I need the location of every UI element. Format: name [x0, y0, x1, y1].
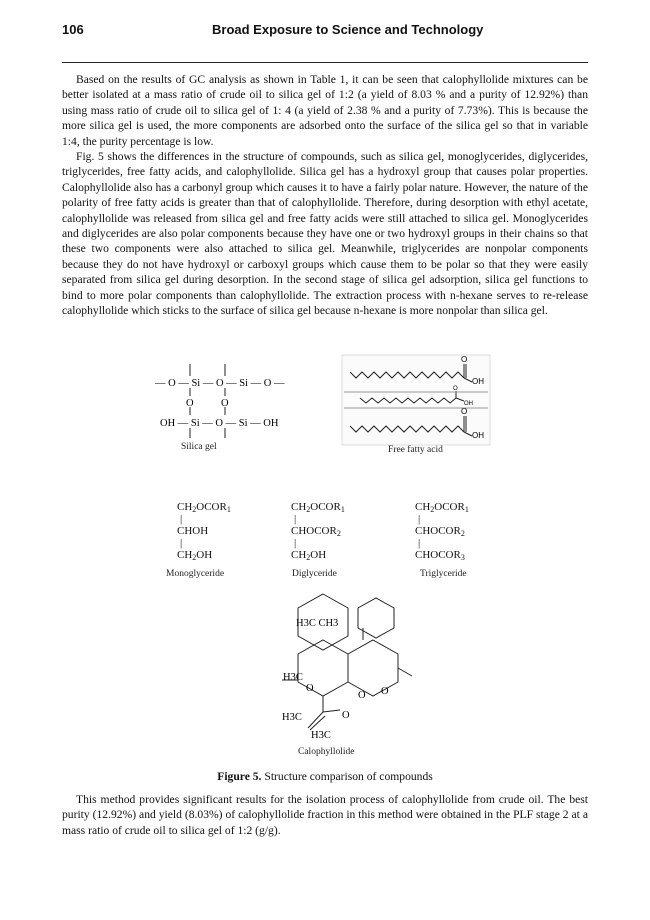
journal-title: Broad Exposure to Science and Technology: [212, 22, 484, 37]
caption-label: Figure 5.: [217, 770, 262, 783]
calo-o-ether: O: [306, 683, 314, 694]
calo-o-carbonyl: O: [381, 686, 389, 697]
calo-h3c-vinyl: H3C: [282, 712, 302, 723]
mono-line-1: $CH_2OCOR_1$: [177, 501, 231, 514]
paragraph-3: This method provides significant results for the isolation process of calophyllolide from crude oil. The best purity (12.92%) and yield (8.03%) of calophyllolide fraction in this method were obtained in the PLF stage 2 at a mass ratio of crude oil to silica gel of 1:2 (g/g).: [62, 793, 588, 837]
header-rule: [62, 62, 588, 63]
body-text: [62, 72, 588, 319]
figure-caption: [0, 770, 650, 783]
ffa-o-3: O: [461, 407, 468, 416]
page-number: 106: [62, 22, 84, 37]
paragraph-2: Fig. 5 shows the differences in the structure of compounds, such as silica gel, monoglycerides, diglycerides, triglycerides, free fatty acids, and calophyllolide. Silica gel has a hydroxyl group that causes polar properties. Calophyllolide also has a carbonyl group which causes it to have a fairly polar nature. However, the nature of the polarity of free fatty acids is greater than that of calophyllolide. Therefore, during desorption with ethyl acetate, calophyllolide was released from silica gel and free fatty acids were still attached to silica gel. Monoglycerides and diglycerides are also polar components because they have one or two hydroxyl groups in their chains so that these two components were also attached to silica gel. Meanwhile, triglycerides are nonpolar components because they do not have hydroxyl or carboxyl groups which cause them to be polar so that they were easily separated from silica gel during desorption. In the second stage of silica gel adsorption, silica gel functions to bind to more polar components than calophyllolide. The extraction process with n-hexane serves to re-release calophyllolide which sticks to the surface of silica gel because n-hexane is more nonpolar than silica gel.: [62, 150, 588, 318]
calo-h3c-ch3: H3C CH3: [296, 618, 339, 629]
mono-line-2: CHOH: [177, 525, 209, 537]
calo-o-lactone: O: [358, 690, 366, 701]
tri-line-3: $CHOCOR_3$: [415, 549, 465, 562]
di-line-3: $CH_2OH$: [291, 549, 327, 562]
caption-text: Structure comparison of compounds: [261, 770, 433, 783]
silica-row-1: — O — Si — O — Si — O —: [155, 378, 285, 389]
label-monoglyceride: Monoglyceride: [166, 569, 225, 579]
ffa-o-1: O: [461, 355, 468, 364]
diglyceride-structure: $CH_2OCOR_1$ | $CHOCOR_2$ | $CH_2OH$: [291, 501, 345, 562]
mono-line-3: $CH_2OH$: [177, 549, 213, 562]
monoglyceride-structure: $CH_2OCOR_1$ | CHOH | $CH_2OH$: [177, 501, 231, 562]
page-header: [62, 22, 588, 42]
silica-o-1: O: [186, 398, 194, 409]
label-diglyceride: Diglyceride: [292, 569, 337, 579]
ffa-oh-2: OH: [464, 401, 473, 407]
label-triglyceride: Triglyceride: [420, 569, 467, 579]
silica-row-2: OH — Si — O — Si — OH: [160, 418, 279, 429]
di-line-1: $CH_2OCOR_1$: [291, 501, 345, 514]
calo-h3c-o: H3C: [283, 672, 303, 683]
label-silica-gel: Silica gel: [181, 442, 217, 452]
label-calophyllolide: Calophyllolide: [298, 747, 355, 757]
paragraph-1: Based on the results of GC analysis as shown in Table 1, it can be seen that calophyllolide mixtures can be better isolated at a mass ratio of crude oil to silica gel of 1:2 (a yield of 8.03 % and a purity of 12.92%) than using mass ratio of crude oil to silica gel of 1: 4 (a yield of 2.38 % and a purity of 7.73%). This is because the more silica gel is used, the more components are adsorbed onto the surface of the silica gel so that in variable 1:4, the purity percentage is low.: [62, 73, 588, 148]
tri-line-2: $CHOCOR_2$: [415, 525, 465, 538]
triglyceride-structure: $CH_2OCOR_1$ | $CHOCOR_2$ | $CHOCOR_3$: [415, 501, 469, 562]
figure-5: [0, 350, 650, 770]
ffa-o-2: O: [453, 386, 458, 392]
label-free-fatty-acid: Free fatty acid: [388, 445, 443, 455]
ffa-oh-1: OH: [472, 377, 484, 386]
calo-o-ketone: O: [342, 710, 350, 721]
tri-line-1: $CH_2OCOR_1$: [415, 501, 469, 514]
silica-o-2: O: [221, 398, 229, 409]
calo-h3c-bottom: H3C: [311, 730, 331, 741]
ffa-oh-3: OH: [472, 431, 484, 440]
di-line-2: $CHOCOR_2$: [291, 525, 341, 538]
final-text: [62, 792, 588, 838]
